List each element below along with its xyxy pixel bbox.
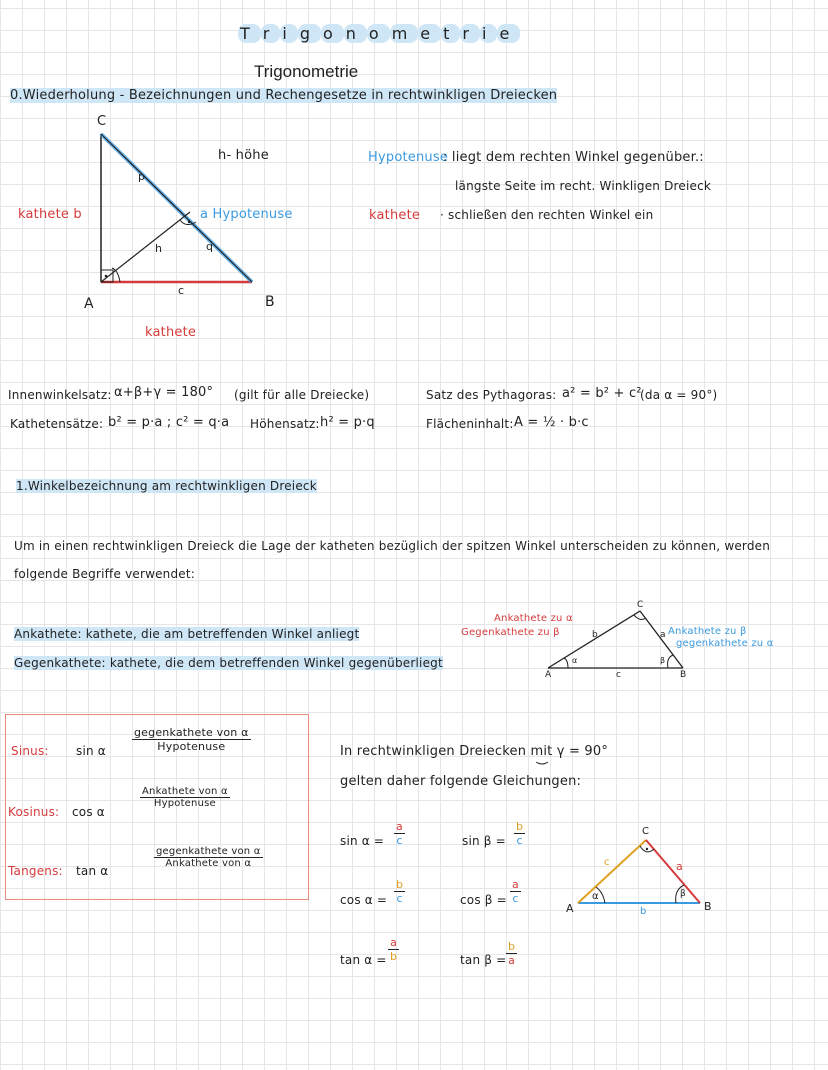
sinus-numerator: gegenkathete von α	[134, 726, 249, 739]
triangle2-label-ank-beta: Ankathete zu β	[668, 626, 747, 637]
triangle3-side-a-label: a	[676, 860, 683, 873]
triangle1-hypotenuse-text: a Hypotenuse	[200, 207, 293, 222]
cos-alpha-den: c	[396, 892, 403, 905]
cos-alpha-eq: cos α =	[340, 893, 388, 907]
kathetensatz-formula: b² = p·a ; c² = q·a	[108, 415, 230, 430]
equations-intro-line2: gelten daher folgende Gleichungen:	[340, 774, 582, 789]
tan-beta-fraction	[506, 940, 517, 967]
triangle3-vertex-c: C	[642, 826, 650, 837]
section-0-text: 0.Wiederholung - Bezeichnungen und Rechengesetze in rechtwinkligen Dreiecken	[10, 88, 558, 103]
gegenkathete-definition-text: Gegenkathete: kathete, die dem betreffenden Winkel gegenüberliegt	[14, 656, 443, 670]
sinus-denominator: Hypotenuse	[157, 740, 226, 753]
triangle1-label-kathete-b: kathete b	[18, 207, 82, 222]
triangle2-label-gegen-beta: Gegenkathete zu β	[461, 627, 560, 638]
title-letter: e	[420, 24, 440, 43]
title-letter: r	[262, 24, 279, 43]
kathete-term: kathete	[369, 208, 421, 223]
section-1-intro-line2: folgende Begriffe verwendet:	[14, 567, 196, 581]
innenwinkel-label: Innenwinkelsatz:	[8, 388, 112, 402]
pythagoras-formula: a² = b² + c²	[562, 386, 642, 401]
triangle1-vertex-c: C	[97, 114, 107, 129]
tan-beta-den: a	[508, 954, 516, 967]
triangle3-side-c-label: c	[604, 857, 610, 868]
triangle1-right-angle-dot	[105, 275, 108, 278]
section-1-intro-line1: Um in einen rechtwinkligen Dreieck die Lage der katheten bezüglich der spitzen Winkel unterscheiden zu können, werden	[14, 539, 771, 553]
section-1-text: 1.Winkelbezeichnung am rechtwinkligen Dreieck	[16, 479, 317, 493]
triangle1-label-p: p	[138, 170, 146, 183]
kosinus-denominator: Hypotenuse	[153, 798, 216, 809]
triangle2-angle-beta: β	[660, 656, 666, 665]
triangle2-vertex-c: C	[637, 600, 644, 610]
title-letter: e	[499, 24, 519, 43]
cos-alpha-fraction	[394, 878, 405, 905]
sin-beta-num: b	[516, 820, 524, 833]
title-letter: t	[443, 24, 459, 43]
cos-beta-fraction	[510, 878, 521, 905]
gegenkathete-definition	[14, 656, 443, 670]
innenwinkel-formula: α+β+γ = 180°	[114, 385, 214, 400]
triangle1-vertex-b: B	[265, 294, 275, 310]
title-letter: r	[462, 24, 478, 43]
tan-beta-num: b	[508, 940, 516, 953]
cos-beta-eq: cos β =	[460, 893, 507, 907]
ankathete-definition-text: Ankathete: kathete, die am betreffenden Winkel anliegt	[14, 627, 360, 641]
triangle2-side-b-label: b	[592, 630, 598, 640]
title-letter: i	[482, 24, 496, 43]
title-letter: o	[322, 24, 342, 43]
triangle2-label-ank-alpha: Ankathete zu α	[494, 613, 573, 624]
triangle2-vertex-b: B	[680, 670, 687, 680]
triangle1-label-h: h	[155, 242, 163, 255]
triangle1-label-hypotenuse	[200, 207, 293, 223]
triangle2-alpha-arc	[564, 658, 568, 668]
triangle1-height-angle-dot	[188, 221, 190, 223]
hypotenuse-term: Hypotenuse	[368, 150, 449, 165]
pythagoras-label: Satz des Pythagoras:	[426, 388, 557, 402]
hohensatz-formula: h² = p·q	[320, 415, 375, 430]
ankathete-definition	[14, 627, 359, 641]
kosinus-fn: cos α	[72, 805, 105, 819]
triangle1-label-kathete-bottom: kathete	[145, 325, 197, 340]
sin-beta-fraction	[514, 820, 525, 847]
sinus-fraction	[132, 726, 251, 753]
triangle2-side-c-label: c	[616, 670, 622, 680]
sin-alpha-num: a	[396, 820, 403, 833]
sin-alpha-eq: sin α =	[340, 834, 385, 848]
title-letter: g	[299, 24, 319, 43]
triangle3-side-c	[578, 840, 646, 903]
tangens-label: Tangens:	[8, 864, 63, 878]
sin-alpha-fraction	[394, 820, 405, 847]
triangle1-label-c: c	[178, 284, 185, 297]
sinus-fn: sin α	[76, 744, 106, 758]
triangle2-label-gegen-alpha: gegenkathete zu α	[676, 638, 774, 649]
hypotenuse-definition-2: längste Seite im recht. Winkligen Dreieck	[455, 179, 712, 193]
tan-beta-eq: tan β =	[460, 953, 507, 967]
sin-beta-den: c	[516, 834, 523, 847]
title-letter: m	[391, 24, 417, 43]
tangens-fn: tan α	[76, 864, 109, 878]
kosinus-fraction	[140, 786, 230, 809]
triangle1-label-q: q	[206, 240, 214, 253]
triangle3-gamma-dot	[646, 848, 648, 850]
cos-alpha-num: b	[396, 878, 404, 891]
triangle2-side-a-label: a	[660, 630, 666, 640]
flache-label: Flächeninhalt:	[426, 417, 514, 431]
triangle3-angle-alpha: α	[592, 891, 599, 902]
triangle1-vertex-a: A	[84, 296, 94, 312]
tangens-fraction	[154, 846, 263, 869]
triangle2-vertex-a: A	[545, 670, 552, 680]
kosinus-label: Kosinus:	[8, 805, 60, 819]
triangle2-beta-arc	[668, 655, 673, 668]
title-letter: i	[282, 24, 296, 43]
title-letter: o	[368, 24, 388, 43]
sin-alpha-den: c	[396, 834, 403, 847]
sinus-label: Sinus:	[11, 744, 49, 758]
section-1-heading	[16, 479, 317, 493]
page-title: Trigonometrie	[254, 62, 359, 81]
tan-alpha-num: a	[390, 936, 398, 949]
title-letter: T	[240, 24, 259, 43]
triangle3-vertex-b: B	[704, 900, 712, 913]
tan-alpha-eq: tan α =	[340, 953, 387, 967]
equations-intro-line1: In rechtwinkligen Dreiecken mit γ = 90°	[340, 744, 609, 759]
cos-beta-den: c	[512, 892, 519, 905]
triangle2-angle-alpha: α	[572, 656, 578, 665]
pythagoras-note: (da α = 90°)	[640, 388, 718, 402]
tangens-numerator: gegenkathete von α	[156, 846, 261, 857]
triangle3-side-b-label: b	[640, 906, 647, 917]
flache-formula: A = ½ · b·c	[514, 415, 589, 430]
gamma-underline	[536, 762, 548, 764]
triangle3-vertex-a: A	[566, 902, 574, 915]
hypotenuse-definition-1: : liegt dem rechten Winkel gegenüber.:	[443, 150, 704, 165]
tangens-denominator: Ankathete von α	[165, 858, 252, 869]
cos-beta-num: a	[512, 878, 519, 891]
sin-beta-eq: sin β =	[462, 834, 506, 848]
triangle1-label-hohe: h- höhe	[218, 148, 269, 163]
kathete-definition: · schließen den rechten Winkel ein	[440, 208, 654, 222]
triangle1-height	[101, 212, 190, 282]
hohensatz-label: Höhensatz:	[250, 417, 320, 431]
tan-alpha-fraction	[388, 936, 399, 963]
tan-alpha-den: b	[390, 950, 398, 963]
innenwinkel-note: (gilt für alle Dreiecke)	[234, 388, 370, 402]
kathetensatz-label: Kathetensätze:	[10, 417, 104, 431]
title-letter: n	[345, 24, 365, 43]
triangle3-angle-beta: β	[680, 889, 686, 899]
kosinus-numerator: Ankathete von α	[142, 786, 228, 797]
